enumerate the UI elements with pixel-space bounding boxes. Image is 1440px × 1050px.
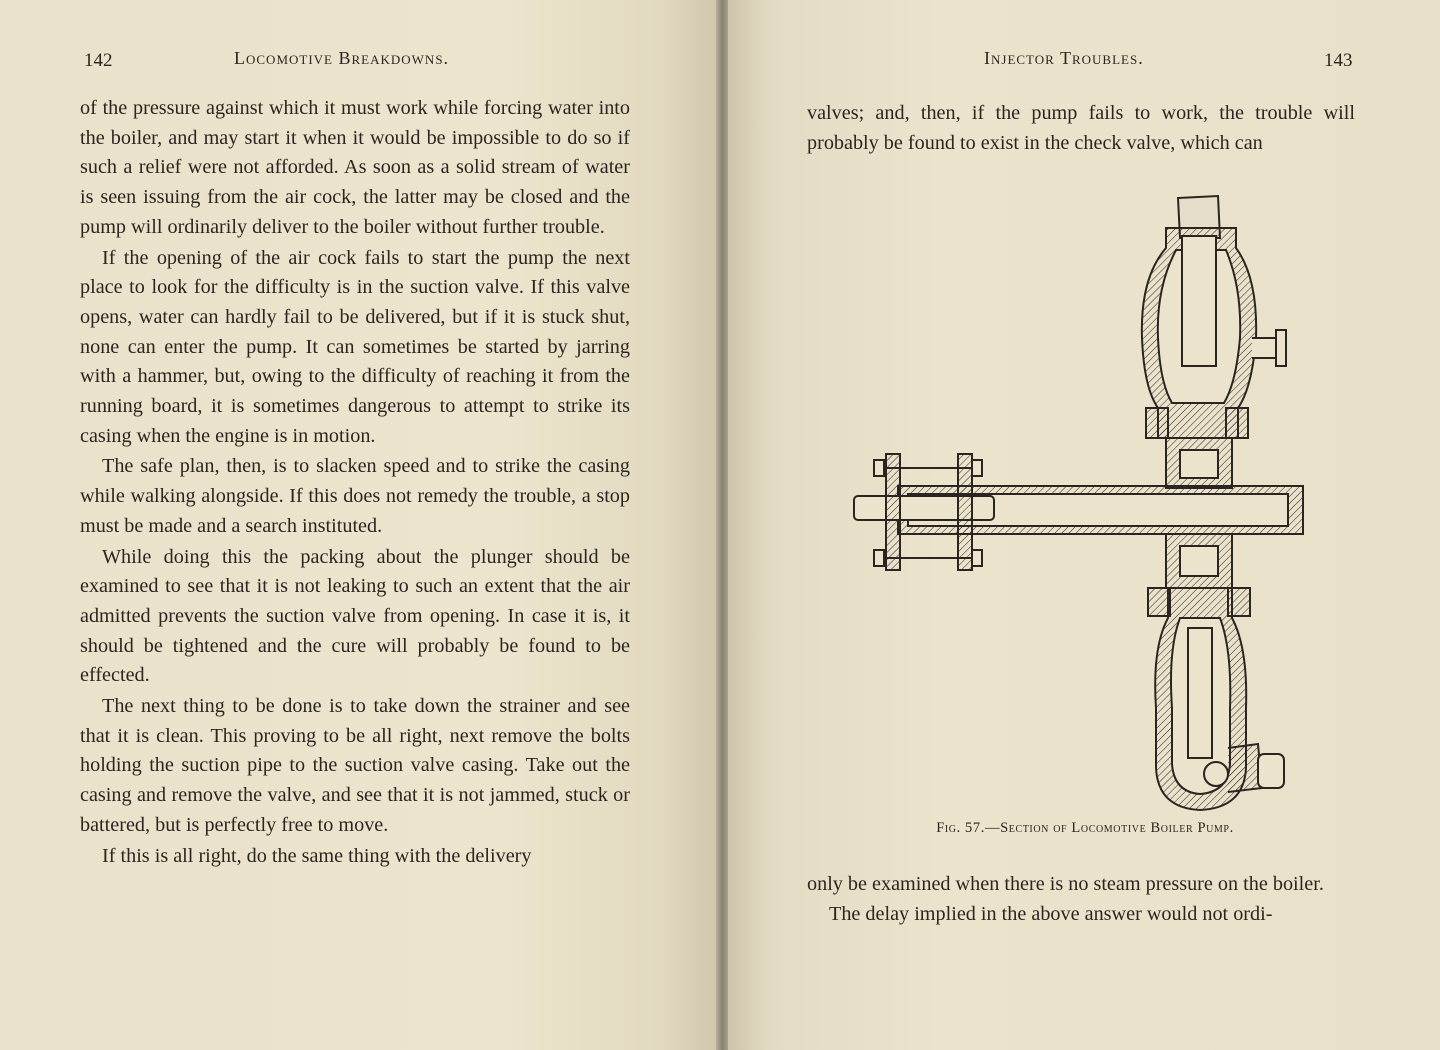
paragraph: only be examined when there is no steam pressure on the boiler. <box>807 873 1324 895</box>
paragraph: The safe plan, then, is to slacken speed and to strike the casing while walking alongside. If this does not remedy the trouble, a stop must be made and a search instituted. <box>80 455 630 537</box>
paragraph: If the opening of the air cock fails to start the pump the next place to look for the difficulty is in the suction valve. If this valve opens, water can hardly fail to be delivered, but if it is stuck shut, none can enter the pump. It can sometimes be started by jarring with a hammer, but, owing to the difficulty of reaching it from the running board, it is sometimes dangerous to attempt to strike its casing when the engine is in motion. <box>80 246 630 447</box>
right-top-text <box>807 99 1355 158</box>
right-running-head: Injector Troubles. <box>984 48 1144 68</box>
paragraph: of the pressure against which it must work while forcing water into the boiler, and may start it when it would be impossible to do so if such a relief were not afforded. As soon as a solid stream of water is seen issuing from the air cock, the latter may be closed and the pump will ordinarily deliver to the boiler without further trouble. <box>80 97 630 238</box>
left-page-number: 142 <box>84 50 113 71</box>
left-body-text <box>80 94 630 871</box>
paragraph: If this is all right, do the same thing with the delivery <box>102 844 532 867</box>
left-page <box>0 0 718 1050</box>
figure-caption: Fig. 57.—Section of Locomotive Boiler Pump. <box>936 820 1234 836</box>
right-page-number: 143 <box>1324 50 1353 71</box>
paragraph: The delay implied in the above answer would not ordi- <box>829 902 1273 925</box>
paragraph: While doing this the packing about the plunger should be examined to see that it is not leaking to such an extent that the air admitted prevents the suction valve from opening. In case it is, it should be tightened and the cure will probably be found to be effected. <box>80 545 630 687</box>
right-bottom-text <box>807 870 1355 929</box>
paragraph: valves; and, then, if the pump fails to work, the trouble will probably be found to exist in the check valve, which can <box>807 102 1355 154</box>
boiler-pump-illustration <box>848 188 1318 818</box>
right-page <box>728 0 1440 1050</box>
paragraph: The next thing to be done is to take down the strainer and see that it is clean. This proving to be all right, next remove the bolts holding the suction pipe to the suction valve casing. Take out the casing and remove the valve, and see that it is not jammed, stuck or battered, but is perfectly free to move. <box>80 695 630 836</box>
left-running-head: Locomotive Breakdowns. <box>234 48 450 68</box>
